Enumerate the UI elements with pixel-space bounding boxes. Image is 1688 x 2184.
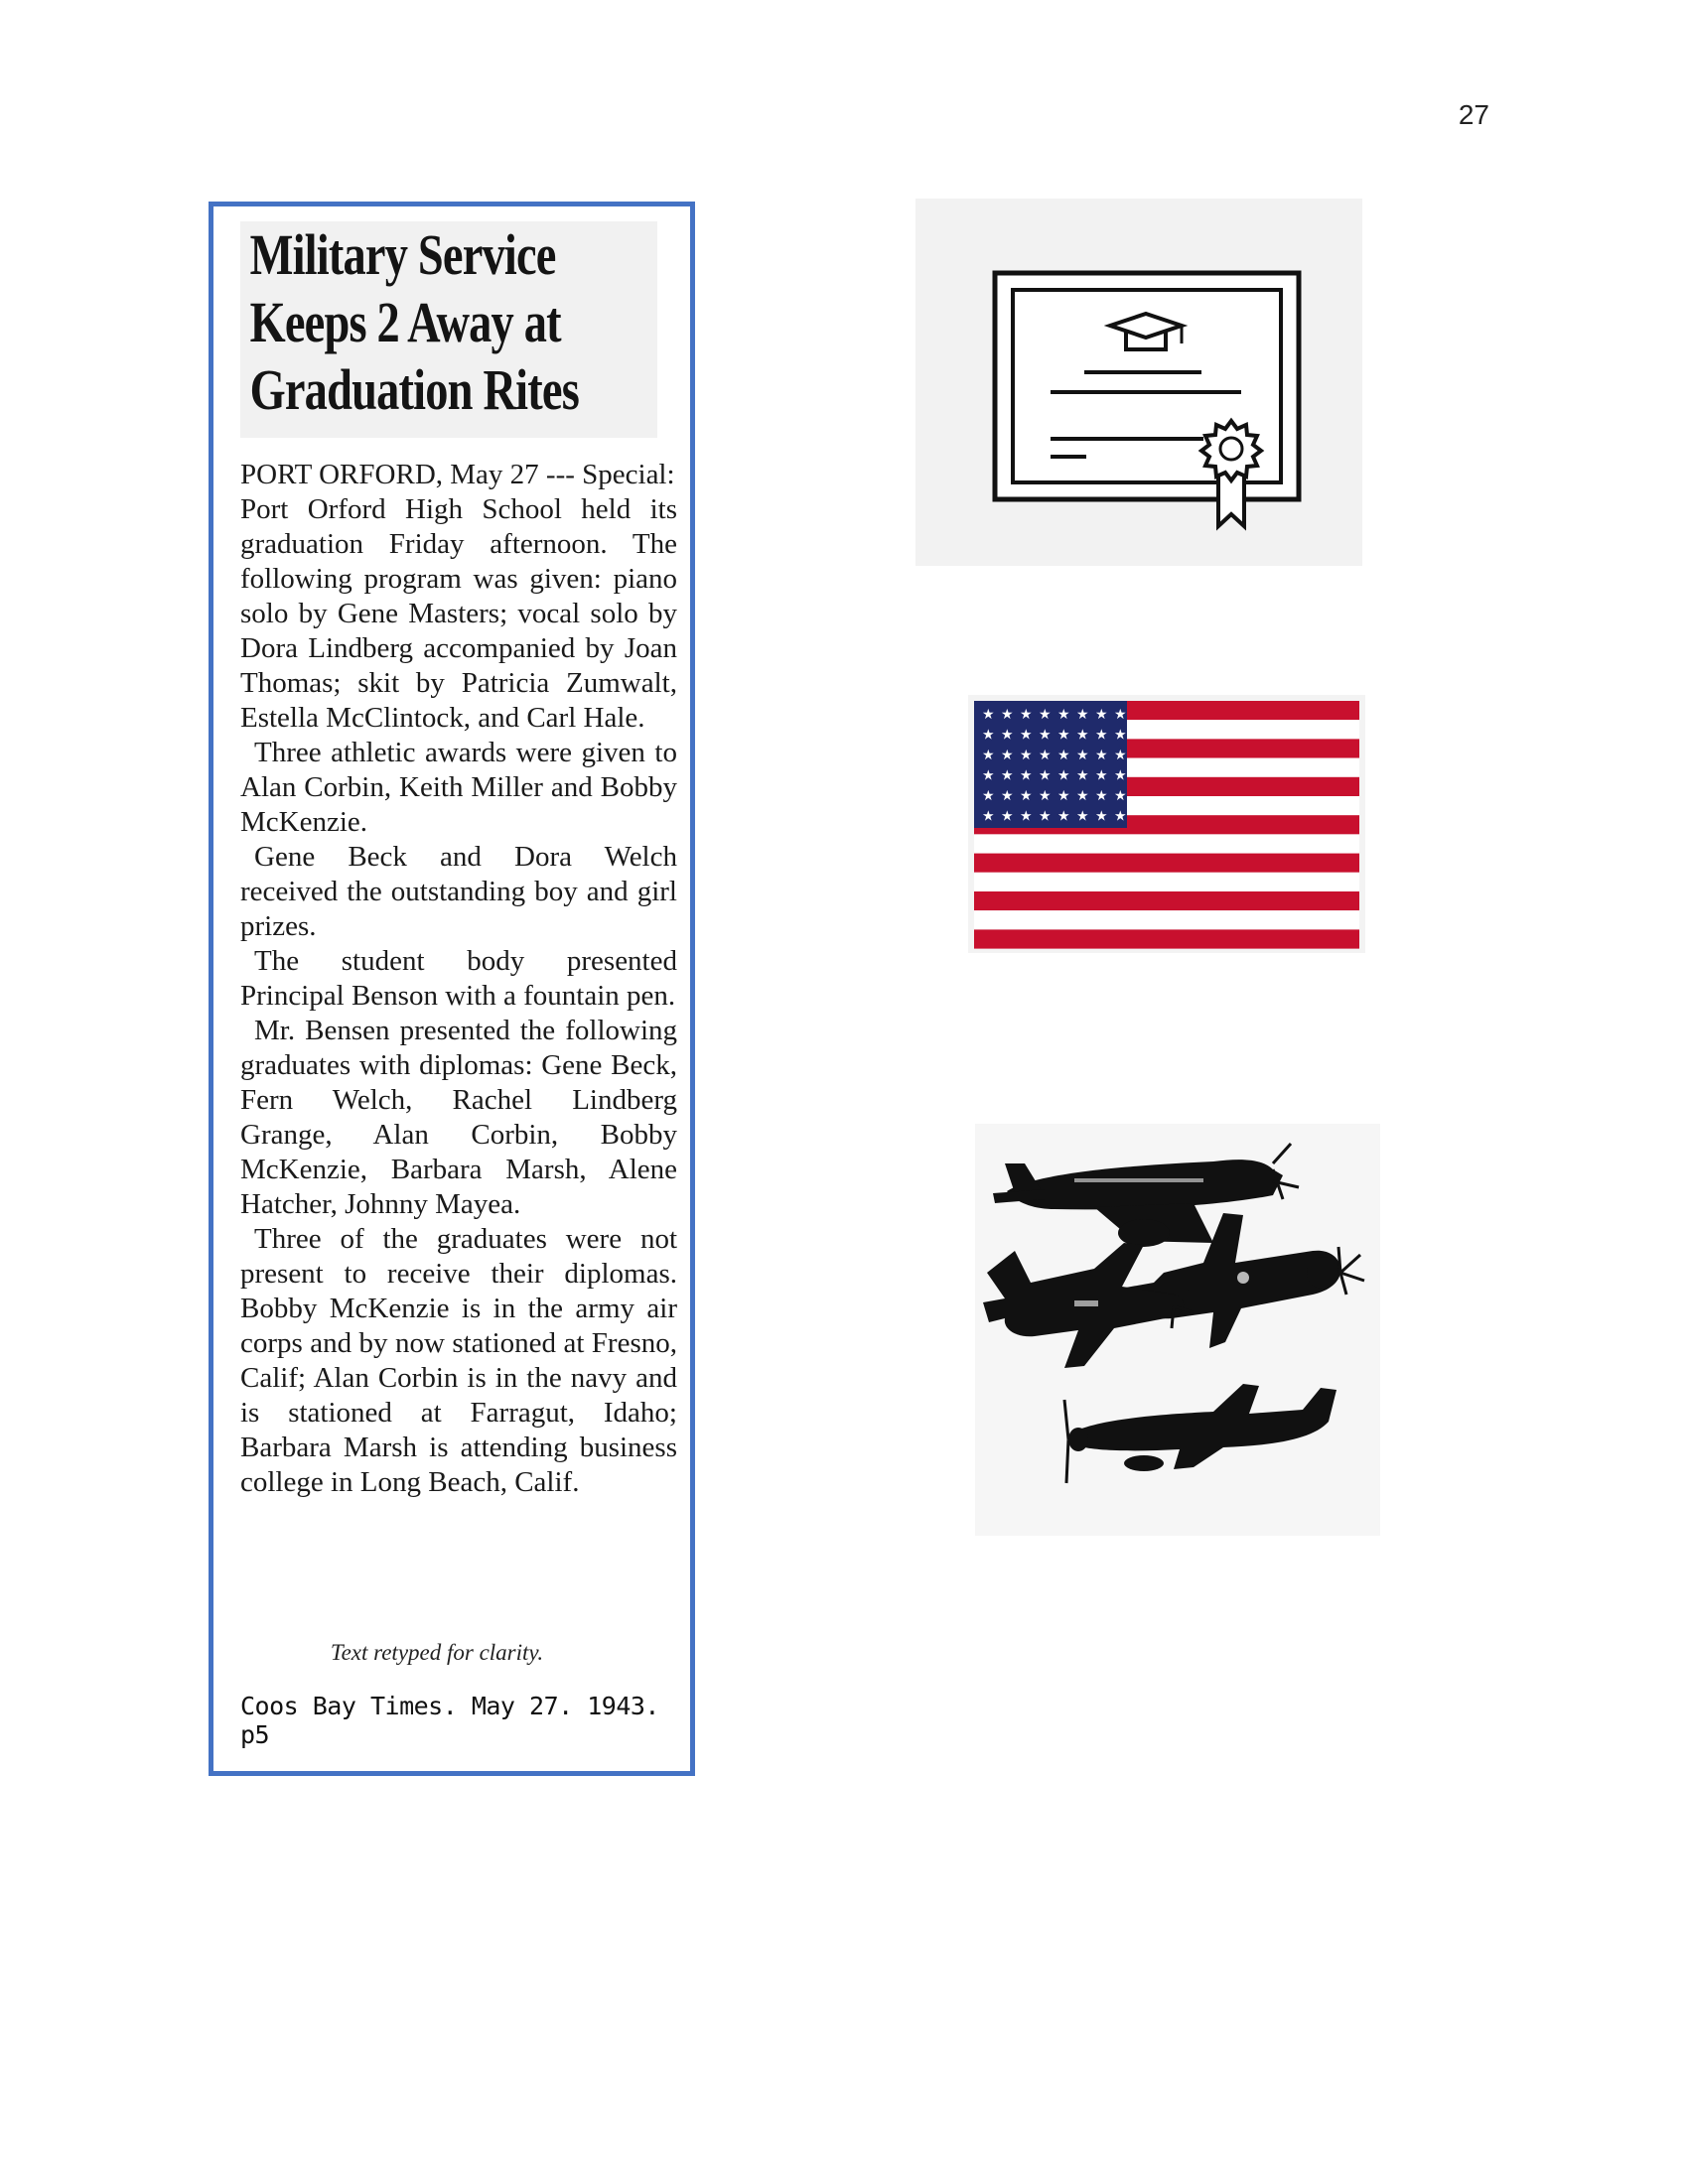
flag-star: ★ xyxy=(1039,727,1052,744)
flag-star: ★ xyxy=(982,767,995,784)
flag-star: ★ xyxy=(1001,707,1014,723)
flag-star: ★ xyxy=(1076,748,1089,763)
flag-star: ★ xyxy=(1057,748,1070,763)
flag-star: ★ xyxy=(1020,748,1033,763)
flag-star: ★ xyxy=(1095,748,1108,763)
flag-star: ★ xyxy=(1057,788,1070,804)
flag-star: ★ xyxy=(1001,808,1014,825)
flag-star: ★ xyxy=(1057,808,1070,825)
flag-stripe xyxy=(974,854,1359,873)
flag-star: ★ xyxy=(1076,727,1089,744)
flag-star: ★ xyxy=(1095,727,1108,744)
page-number: 27 xyxy=(1458,99,1489,130)
flag-star: ★ xyxy=(1076,788,1089,804)
flag-star: ★ xyxy=(1057,707,1070,723)
flag-star: ★ xyxy=(1039,808,1052,825)
flag-star: ★ xyxy=(982,788,995,804)
flag-star: ★ xyxy=(1076,808,1089,825)
article-paragraph: PORT ORFORD, May 27 --- Special: xyxy=(240,459,675,490)
flag-star: ★ xyxy=(982,707,995,723)
flag-star: ★ xyxy=(1001,727,1014,744)
flag-star: ★ xyxy=(1001,748,1014,763)
article-box xyxy=(209,202,695,1776)
flag-star: ★ xyxy=(1020,707,1033,723)
flag-star: ★ xyxy=(1039,707,1052,723)
flag-star: ★ xyxy=(1114,808,1127,825)
flag-star: ★ xyxy=(1057,727,1070,744)
flag-stripe xyxy=(974,929,1359,948)
flag-star: ★ xyxy=(1039,788,1052,804)
headline-line: Military Service xyxy=(249,222,556,287)
flag-stripe xyxy=(974,910,1359,929)
flag-star: ★ xyxy=(1057,767,1070,784)
flag-star: ★ xyxy=(1020,788,1033,804)
article-paragraph: Mr. Bensen presented the following graduates with diplomas: Gene Beck, Fern Welch, Rachel Lindberg Grange, Alan Corbin, Bobby McKenzie, Barbara Marsh, Alene Hatcher, Johnny Mayea. xyxy=(240,1015,677,1220)
flag-star: ★ xyxy=(1076,707,1089,723)
article-paragraph: Gene Beck and Dora Welch received the outstanding boy and girl prizes. xyxy=(240,841,677,942)
flag-stripe xyxy=(974,834,1359,853)
flag-stripe xyxy=(974,873,1359,891)
article-paragraph: The student body presented Principal Benson with a fountain pen. xyxy=(240,945,677,1012)
flag-star: ★ xyxy=(982,808,995,825)
article-paragraph: Three of the graduates were not present to receive their diplomas. Bobby McKenzie is in the army air corps and by now stationed at Fresno, Calif; Alan Corbin is in the navy and is stationed at Farragut, Idaho; Barbara Marsh is attending business college in Long Beach, Calif. xyxy=(240,1223,677,1498)
flag-star: ★ xyxy=(1114,788,1127,804)
flag-star: ★ xyxy=(1095,808,1108,825)
headline-clipping xyxy=(240,221,657,438)
flag-star: ★ xyxy=(1039,748,1052,763)
flag-star: ★ xyxy=(1114,707,1127,723)
flag-star: ★ xyxy=(1095,788,1108,804)
flag-star: ★ xyxy=(1039,767,1052,784)
us-flag-icon xyxy=(968,695,1365,953)
flag-star: ★ xyxy=(982,727,995,744)
article-body xyxy=(240,458,677,1500)
flag-star: ★ xyxy=(1095,707,1108,723)
flag-star: ★ xyxy=(1001,767,1014,784)
article-paragraph: Three athletic awards were given to Alan Corbin, Keith Miller and Bobby McKenzie. xyxy=(240,737,677,838)
article-paragraph: Port Orford High School held its graduation Friday afternoon. The following program was given: piano solo by Gene Masters; vocal solo by Dora Lindberg accompanied by Joan Thomas; skit by Patricia Zumwalt, Estella McClintock, and Carl Hale. xyxy=(240,493,677,734)
flag-star: ★ xyxy=(1114,748,1127,763)
diploma-certificate-icon xyxy=(915,199,1362,566)
flag-star: ★ xyxy=(1020,808,1033,825)
flag-stripe xyxy=(974,891,1359,910)
retype-note: Text retyped for clarity. xyxy=(330,1640,544,1665)
flag-star: ★ xyxy=(1020,767,1033,784)
flag-star: ★ xyxy=(1095,767,1108,784)
flag-star: ★ xyxy=(982,748,995,763)
flag-star: ★ xyxy=(1076,767,1089,784)
flag-star: ★ xyxy=(1114,767,1127,784)
source-citation: Coos Bay Times. May 27. 1943. p5 xyxy=(240,1692,659,1749)
warplanes-icon xyxy=(975,1124,1380,1536)
flag-star: ★ xyxy=(1114,727,1127,744)
flag-star: ★ xyxy=(1001,788,1014,804)
headline-line: Graduation Rites xyxy=(249,357,579,422)
flag-star: ★ xyxy=(1020,727,1033,744)
headline-line: Keeps 2 Away at xyxy=(249,290,561,354)
